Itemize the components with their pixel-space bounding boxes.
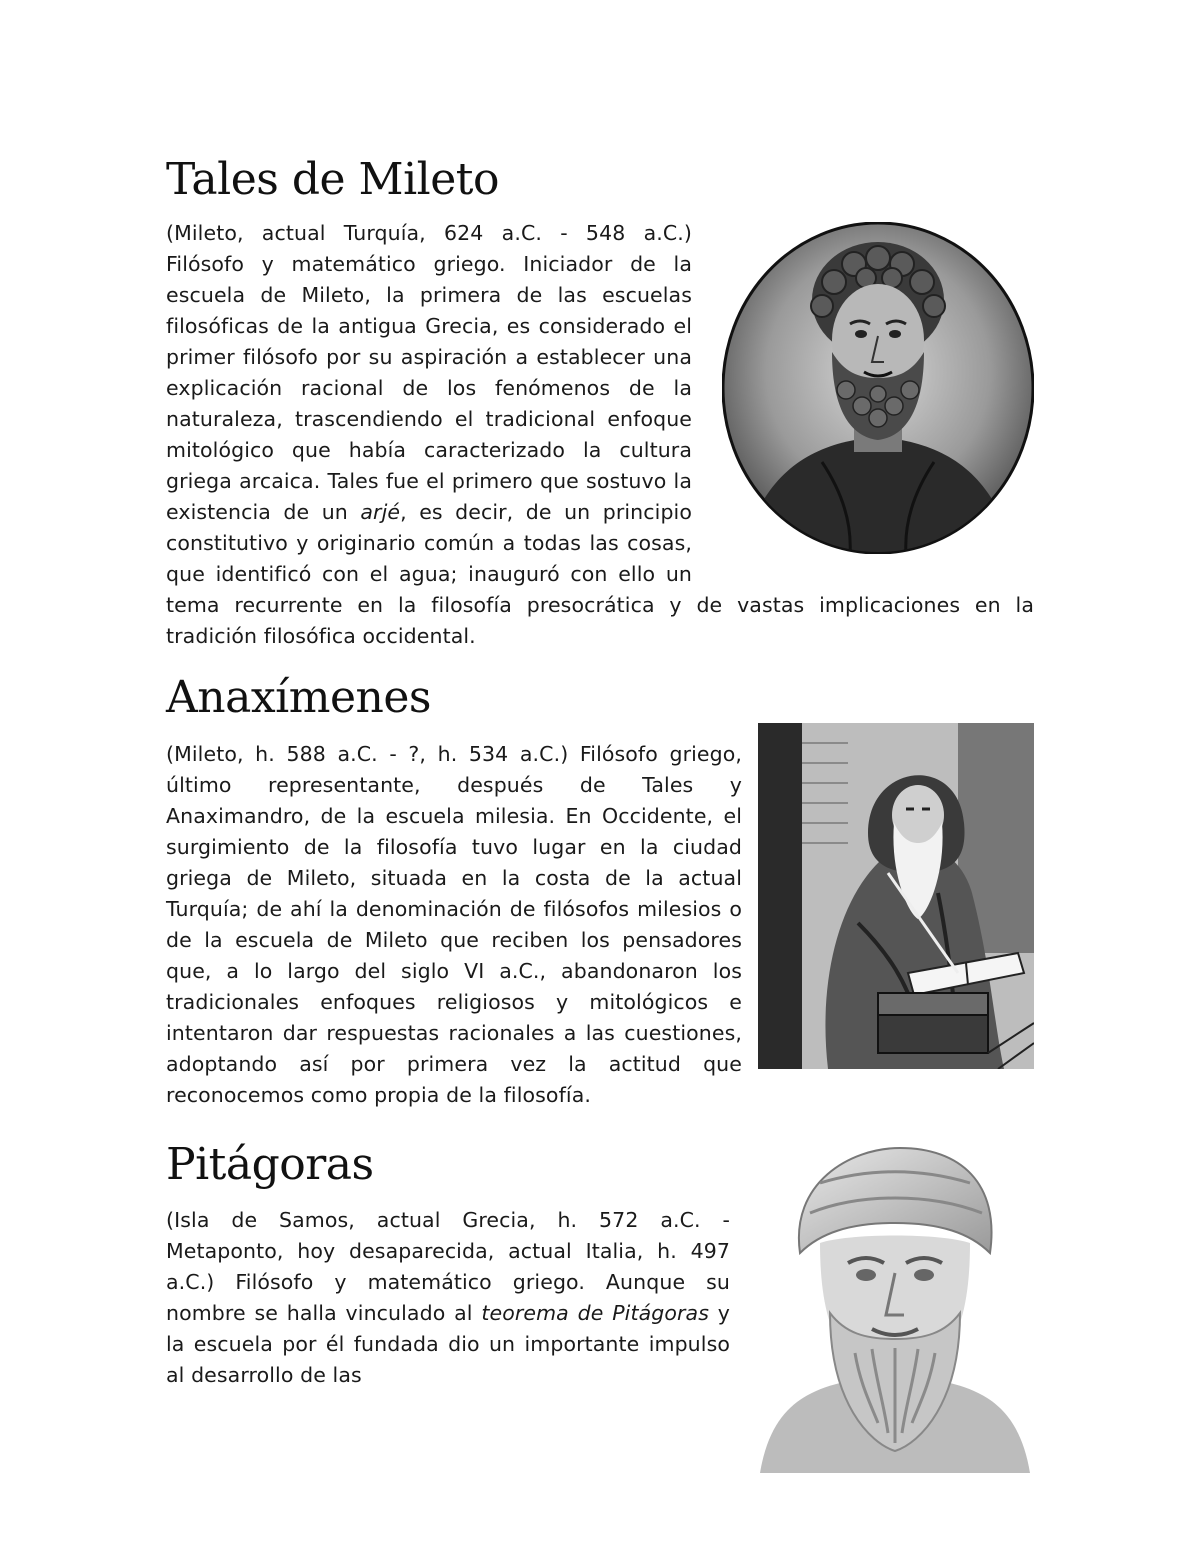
pitagoras-text-part-2: y la escuela por él fundada dio un importante impulso al desarrollo de las: [166, 1301, 731, 1388]
pitagoras-text-italic: teorema de Pitágoras: [481, 1301, 709, 1326]
section-tales: [166, 156, 1034, 652]
anaximenes-portrait-icon: [758, 723, 1034, 1069]
section-title-anaximenes: Anaxímenes: [166, 672, 431, 724]
tales-text-italic: arjé: [360, 500, 401, 525]
section-title-tales: Tales de Mileto: [166, 154, 499, 205]
section-title-pitagoras: Pitágoras: [166, 1138, 374, 1190]
section-text-anaximenes: (Mileto, h. 588 a.C. - ?, h. 534 a.C.) Filósofo griego, último representante, después de Tales y Anaximandro, de la escuela milesia. En Occidente, el surgimiento de la filosofía tuvo lugar en la ciudad griega de Mileto, situada en la costa de la actual Turquía; de ahí la denominación de filósofos milesios o de la escuela de Mileto que reciben los pensadores que, a lo largo del siglo VI a.C., abandonaron los tradicionales enfoques religiosos y mitológicos e intentaron dar respuestas racionales a las cuestiones, adoptando así por primera vez la actitud que reconocemos como propia de la filosofía.: [166, 741, 742, 1107]
section-anaximenes: [166, 674, 1034, 1110]
document-page: [166, 150, 1034, 1473]
tales-text-part-2: , es decir, de un principio constitutivo y originario común a todas las cosas, que identificó con el agua; inauguró con ello un tema recurrente en la filosofía presocrática y de vastas implicaciones en la tradición filosófica occidental.: [166, 500, 1034, 649]
tales-portrait-icon: [722, 222, 1034, 554]
tales-text-part-1: (Mileto, actual Turquía, 624 a.C. - 548 a.C.) Filósofo y matemático griego. Iniciador de la escuela de Mileto, la primera de las escuelas filosóficas de la antigua Grecia, es considerado el primer filósofo por su aspiración a establecer una explicación racional de los fenómenos de la naturaleza, trascendiendo el tradicional enfoque mitológico que había caracterizado la cultura griega arcaica. Tales fue el primero que sostuvo la existencia de un: [166, 221, 692, 525]
pitagoras-bust-icon: [760, 1143, 1030, 1473]
pitagoras-text-part-1: (Isla de Samos, actual Grecia, h. 572 a.C. - Metaponto, hoy desaparecida, actual Italia, h. 497 a.C.) Filósofo y matemático griego. Aunque su nombre se halla vinculado al: [166, 1208, 730, 1326]
section-pitagoras: [166, 1138, 1034, 1391]
